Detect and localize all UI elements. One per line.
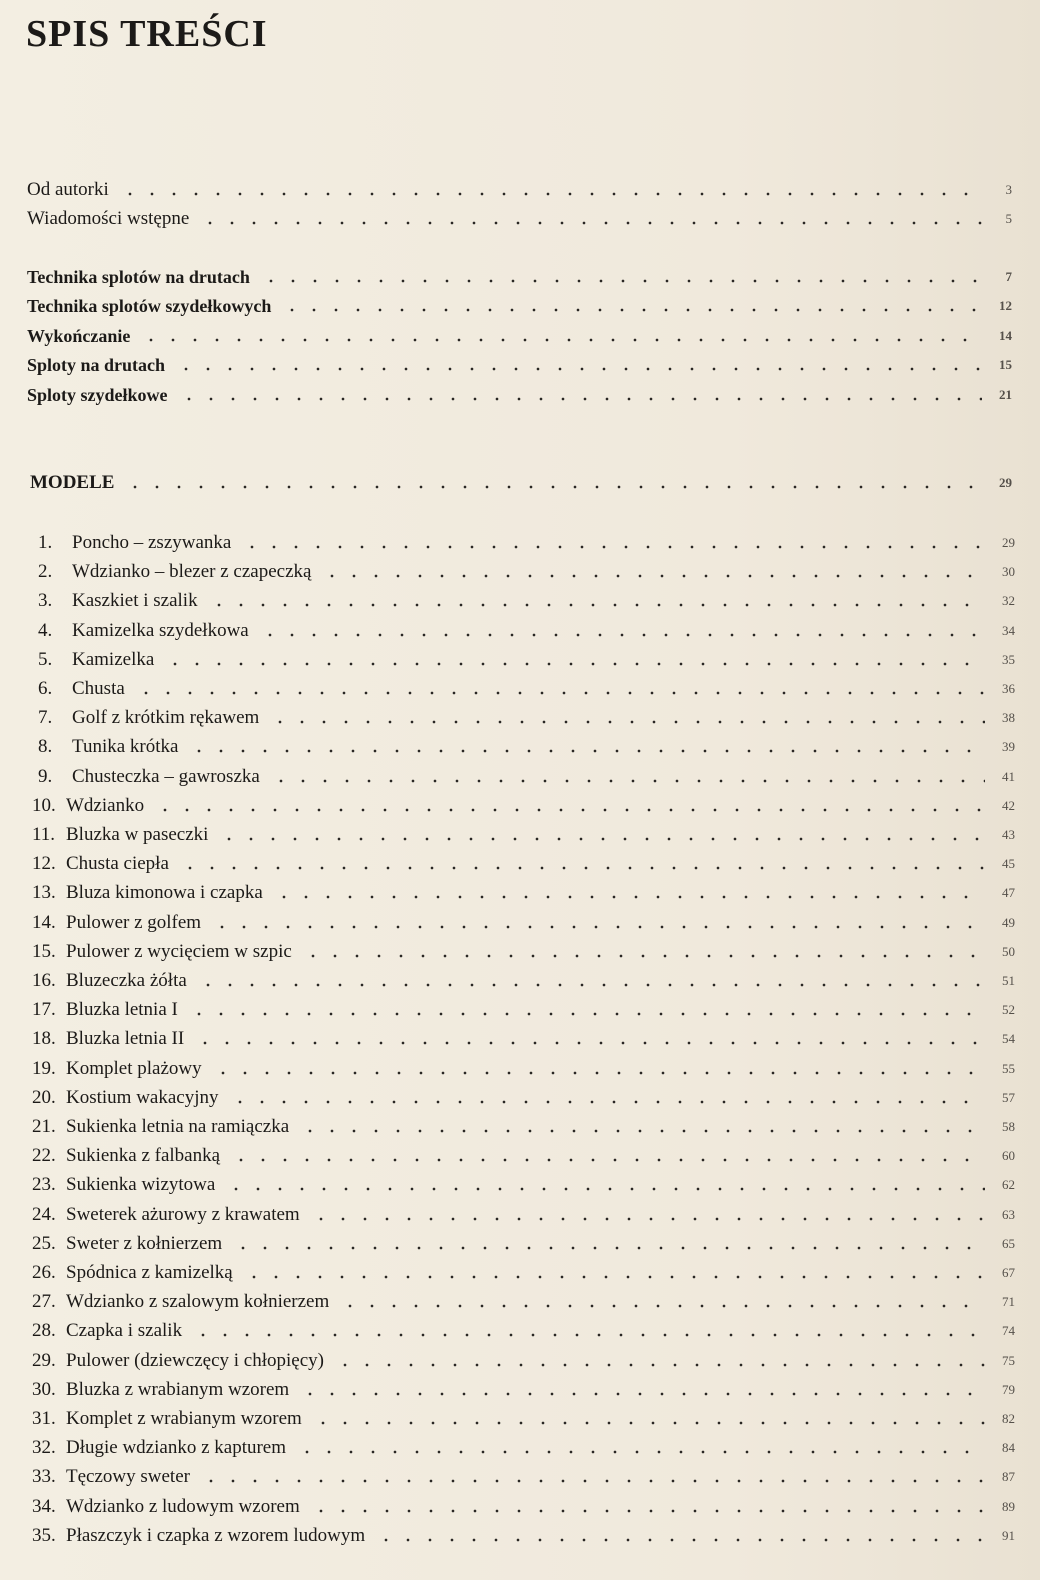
page-number: 89	[1002, 1499, 1015, 1514]
entry-label	[32, 1116, 295, 1138]
entry-label	[32, 1466, 196, 1488]
entry-number: 16.	[32, 970, 56, 991]
dot-leader	[232, 1246, 985, 1250]
entry-title: Pulower (dziewczęcy i chłopięcy)	[66, 1350, 324, 1371]
dot-leader	[164, 662, 985, 666]
page-number: 36	[1002, 681, 1015, 696]
page-number: 34	[1002, 623, 1015, 638]
entry-title: Kaszkiet i szalik	[72, 590, 198, 611]
page-number: 47	[1002, 885, 1015, 900]
page-number: 45	[1002, 856, 1015, 871]
dot-leader	[200, 1479, 985, 1483]
entry-title: Chusta ciepła	[66, 853, 169, 874]
entry-number: 3.	[38, 590, 53, 611]
toc-entry-model[interactable]	[38, 674, 1015, 700]
entry-number: 22.	[32, 1145, 56, 1166]
page-number: 67	[1002, 1265, 1015, 1280]
toc-entry-bold[interactable]	[27, 262, 1012, 288]
page-number: 41	[1002, 769, 1015, 784]
toc-entry-bold[interactable]	[27, 321, 1012, 347]
toc-entry-model[interactable]	[32, 1024, 1015, 1050]
entry-number: 34.	[32, 1496, 56, 1517]
page-number: 3	[1005, 182, 1012, 197]
toc-entry-model[interactable]	[32, 966, 1015, 992]
section-heading-modele[interactable]	[30, 468, 1012, 494]
entry-title: Długie wdzianko z kapturem	[66, 1437, 287, 1458]
entry-title: Sukienka z falbanką	[66, 1145, 221, 1166]
entry-label	[38, 561, 317, 583]
page-title: SPIS TREŚCI	[26, 13, 268, 55]
page-number: 50	[1002, 944, 1015, 959]
entry-label	[32, 853, 175, 875]
toc-entry-model[interactable]	[38, 557, 1015, 583]
toc-entry[interactable]	[27, 175, 1012, 201]
toc-entry-model[interactable]	[32, 1141, 1015, 1167]
dot-leader	[299, 1129, 985, 1133]
entry-title: Komplet z wrabianym wzorem	[66, 1408, 302, 1429]
dot-leader	[212, 1071, 985, 1075]
entry-label	[32, 912, 207, 934]
entry-number: 1.	[38, 532, 53, 553]
toc-entry-model[interactable]	[32, 820, 1015, 846]
toc-entry-model[interactable]	[32, 937, 1015, 963]
entry-label: Wiadomości wstępne	[27, 208, 190, 229]
dot-leader	[334, 1363, 985, 1367]
entry-label	[38, 590, 204, 612]
dot-leader	[259, 633, 985, 637]
page-number: 39	[1002, 739, 1015, 754]
entry-label	[38, 736, 184, 758]
entry-label	[32, 1262, 239, 1284]
page-number: 74	[1002, 1323, 1015, 1338]
entry-number: 6.	[38, 678, 53, 699]
entry-number: 13.	[32, 882, 56, 903]
toc-entry-bold[interactable]	[27, 291, 1012, 317]
page-number: 58	[1002, 1119, 1015, 1134]
toc-entry-model[interactable]	[38, 762, 1015, 788]
page-number: 91	[1002, 1528, 1015, 1543]
page-number: 35	[1002, 652, 1015, 667]
page-number: 21	[999, 387, 1012, 402]
entry-number: 11.	[32, 824, 56, 845]
entry-title: Wdzianko z ludowym wzorem	[66, 1496, 300, 1517]
page-number: 30	[1002, 564, 1015, 579]
entry-number: 25.	[32, 1233, 56, 1254]
entry-label	[32, 795, 150, 817]
entry-title: Wdzianko	[66, 795, 145, 816]
page-number: 82	[1002, 1411, 1015, 1426]
page-number: 57	[1002, 1090, 1015, 1105]
dot-leader	[260, 279, 982, 283]
page-number: 43	[1002, 827, 1015, 842]
entry-title: Tęczowy sweter	[66, 1466, 190, 1487]
entry-label	[38, 649, 160, 671]
entry-label	[32, 1028, 190, 1050]
entry-title: Chusta	[72, 678, 125, 699]
dot-leader	[178, 397, 982, 401]
entry-title: Sweterek ażurowy z krawatem	[66, 1204, 300, 1225]
entry-number: 8.	[38, 736, 53, 757]
toc-entry-model[interactable]	[32, 1170, 1015, 1196]
entry-label	[32, 1379, 295, 1401]
page-number: 71	[1002, 1294, 1015, 1309]
page-number: 29	[999, 475, 1012, 490]
dot-leader	[241, 545, 985, 549]
page-number: 63	[1002, 1207, 1015, 1222]
entry-number: 29.	[32, 1350, 56, 1371]
entry-title: Wdzianko – blezer z czapeczką	[72, 561, 312, 582]
entry-number: 2.	[38, 561, 53, 582]
dot-leader	[310, 1509, 985, 1513]
page-number: 7	[1005, 269, 1012, 284]
page-number: 15	[999, 357, 1012, 372]
dot-leader	[192, 1333, 985, 1337]
entry-title: Bluzka letnia I	[66, 999, 178, 1020]
page-number: 54	[1002, 1031, 1015, 1046]
page-number: 65	[1002, 1236, 1015, 1251]
dot-leader	[296, 1450, 985, 1454]
toc-entry-model[interactable]	[32, 1433, 1015, 1459]
entry-number: 9.	[38, 766, 53, 787]
dot-leader	[188, 749, 985, 753]
entry-title: Wdzianko z szalowym kołnierzem	[66, 1291, 330, 1312]
toc-entry-model[interactable]	[38, 732, 1015, 758]
toc-entry-model[interactable]	[32, 1083, 1015, 1109]
dot-leader	[299, 1392, 985, 1396]
entry-label	[32, 1174, 221, 1196]
page-number: 52	[1002, 1002, 1015, 1017]
toc-entry-model[interactable]	[38, 528, 1015, 554]
page-number: 51	[1002, 973, 1015, 988]
entry-title: Bluza kimonowa i czapka	[66, 882, 263, 903]
entry-label: Od autorki	[27, 179, 109, 200]
entry-number: 30.	[32, 1379, 56, 1400]
entry-title: Kostium wakacyjny	[66, 1087, 219, 1108]
entry-number: 27.	[32, 1291, 56, 1312]
dot-leader	[269, 720, 985, 724]
toc-entry-model[interactable]	[32, 1492, 1015, 1518]
dot-leader	[199, 221, 982, 225]
page-number: 49	[1002, 915, 1015, 930]
entry-number: 17.	[32, 999, 56, 1020]
entry-label	[32, 1058, 208, 1080]
dot-leader	[208, 603, 985, 607]
entry-title: Bluzeczka żółta	[66, 970, 187, 991]
entry-label	[38, 620, 255, 642]
dot-leader	[321, 574, 985, 578]
entry-number: 10.	[32, 795, 56, 816]
entry-title: Chusteczka – gawroszka	[72, 766, 260, 787]
entry-title: Tunika krótka	[72, 736, 179, 757]
dot-leader	[375, 1538, 985, 1542]
entry-title: Spódnica z kamizelką	[66, 1262, 233, 1283]
dot-leader	[270, 779, 985, 783]
entry-number: 35.	[32, 1525, 56, 1546]
entry-label: Wykończanie	[27, 326, 131, 346]
entry-label	[32, 1320, 188, 1342]
dot-leader	[135, 691, 985, 695]
entry-label	[32, 970, 193, 992]
entry-label: MODELE	[30, 472, 115, 493]
entry-label	[32, 882, 269, 904]
page-number: 87	[1002, 1469, 1015, 1484]
entry-title: Bluzka w paseczki	[66, 824, 209, 845]
entry-label	[32, 1087, 225, 1109]
entry-label: Technika splotów na drutach	[27, 267, 250, 287]
entry-label	[32, 941, 298, 963]
entry-label	[32, 1204, 306, 1226]
page-number: 79	[1002, 1382, 1015, 1397]
entry-number: 32.	[32, 1437, 56, 1458]
toc-entry-model[interactable]	[38, 586, 1015, 612]
page-number: 62	[1002, 1177, 1015, 1192]
entry-label	[32, 1496, 306, 1518]
entry-label	[38, 532, 237, 554]
toc-entry-model[interactable]	[32, 878, 1015, 904]
entry-label	[32, 1408, 308, 1430]
toc-entry-model[interactable]	[32, 995, 1015, 1021]
entry-number: 15.	[32, 941, 56, 962]
dot-leader	[211, 925, 985, 929]
entry-title: Bluzka letnia II	[66, 1028, 185, 1049]
dot-leader	[302, 954, 985, 958]
entry-number: 21.	[32, 1116, 56, 1137]
page-number: 42	[1002, 798, 1015, 813]
dot-leader	[339, 1304, 985, 1308]
toc-entry-model[interactable]	[32, 1316, 1015, 1342]
dot-leader	[310, 1217, 985, 1221]
page-number: 12	[999, 298, 1012, 313]
page-number: 14	[999, 328, 1012, 343]
entry-label: Sploty na drutach	[27, 355, 166, 375]
entry-label	[32, 1291, 335, 1313]
entry-title: Golf z krótkim rękawem	[72, 707, 260, 728]
page-number: 29	[1002, 535, 1015, 550]
toc-entry-model[interactable]	[32, 1521, 1015, 1547]
toc-entry-model[interactable]	[32, 849, 1015, 875]
dot-leader	[273, 895, 985, 899]
entry-title: Płaszczyk i czapka z wzorem ludowym	[66, 1525, 366, 1546]
entry-number: 31.	[32, 1408, 56, 1429]
entry-label	[32, 1145, 226, 1167]
entry-number: 12.	[32, 853, 56, 874]
toc-entry-model[interactable]	[32, 1200, 1015, 1226]
toc-entry[interactable]	[27, 204, 1012, 230]
toc-entry-model[interactable]	[32, 1404, 1015, 1430]
toc-entry-model[interactable]	[32, 1375, 1015, 1401]
page-number: 75	[1002, 1353, 1015, 1368]
entry-number: 5.	[38, 649, 53, 670]
entry-title: Kamizelka szydełkowa	[72, 620, 249, 641]
dot-leader	[281, 308, 982, 312]
page-number: 32	[1002, 593, 1015, 608]
entry-title: Pulower z wycięciem w szpic	[66, 941, 292, 962]
dot-leader	[124, 485, 982, 489]
toc-entry-bold[interactable]	[27, 380, 1012, 406]
entry-number: 4.	[38, 620, 53, 641]
entry-label	[32, 824, 214, 846]
entry-number: 23.	[32, 1174, 56, 1195]
entry-number: 7.	[38, 707, 53, 728]
toc-entry-model[interactable]	[32, 1229, 1015, 1255]
entry-number: 28.	[32, 1320, 56, 1341]
dot-leader	[175, 367, 982, 371]
dot-leader	[119, 192, 982, 196]
entry-number: 24.	[32, 1204, 56, 1225]
toc-entry-model[interactable]	[32, 1462, 1015, 1488]
entry-label: Technika splotów szydełkowych	[27, 296, 272, 316]
toc-entry-model[interactable]	[32, 908, 1015, 934]
entry-title: Bluzka z wrabianym wzorem	[66, 1379, 290, 1400]
entry-number: 19.	[32, 1058, 56, 1079]
entry-label	[32, 999, 184, 1021]
dot-leader	[154, 808, 985, 812]
entry-number: 14.	[32, 912, 56, 933]
entry-title: Pulower z golfem	[66, 912, 202, 933]
dot-leader	[230, 1158, 985, 1162]
page-number: 55	[1002, 1061, 1015, 1076]
toc-entry-model[interactable]	[32, 1258, 1015, 1284]
toc-entry-model[interactable]	[38, 645, 1015, 671]
entry-label	[32, 1525, 371, 1547]
dot-leader	[225, 1187, 985, 1191]
toc-entry-model[interactable]	[38, 616, 1015, 642]
dot-leader	[140, 338, 982, 342]
entry-title: Komplet plażowy	[66, 1058, 202, 1079]
entry-title: Sweter z kołnierzem	[66, 1233, 223, 1254]
entry-label	[38, 766, 266, 788]
page-number: 38	[1002, 710, 1015, 725]
toc-entry-model[interactable]	[38, 703, 1015, 729]
entry-title: Sukienka wizytowa	[66, 1174, 216, 1195]
page-number: 5	[1005, 211, 1012, 226]
entry-number: 18.	[32, 1028, 56, 1049]
toc-entry-bold[interactable]	[27, 350, 1012, 376]
toc-entry-model[interactable]	[32, 1112, 1015, 1138]
entry-number: 20.	[32, 1087, 56, 1108]
dot-leader	[188, 1012, 985, 1016]
page-number: 84	[1002, 1440, 1015, 1455]
page-number: 60	[1002, 1148, 1015, 1163]
entry-label	[32, 1233, 228, 1255]
entry-label	[38, 707, 265, 729]
dot-leader	[243, 1275, 985, 1279]
dot-leader	[179, 866, 985, 870]
toc-entry-model[interactable]	[32, 1054, 1015, 1080]
toc-entry-model[interactable]	[32, 1287, 1015, 1313]
entry-title: Kamizelka	[72, 649, 155, 670]
entry-label	[38, 678, 131, 700]
entry-title: Czapka i szalik	[66, 1320, 183, 1341]
entry-label: Sploty szydełkowe	[27, 385, 168, 405]
dot-leader	[312, 1421, 985, 1425]
toc-entry-model[interactable]	[32, 791, 1015, 817]
dot-leader	[218, 837, 985, 841]
dot-leader	[194, 1041, 985, 1045]
entry-title: Poncho – zszywanka	[72, 532, 232, 553]
dot-leader	[197, 983, 985, 987]
entry-number: 26.	[32, 1262, 56, 1283]
entry-title: Sukienka letnia na ramiączka	[66, 1116, 290, 1137]
toc-entry-model[interactable]	[32, 1346, 1015, 1372]
entry-number: 33.	[32, 1466, 56, 1487]
entry-label	[32, 1350, 330, 1372]
dot-leader	[229, 1100, 985, 1104]
entry-label	[32, 1437, 292, 1459]
